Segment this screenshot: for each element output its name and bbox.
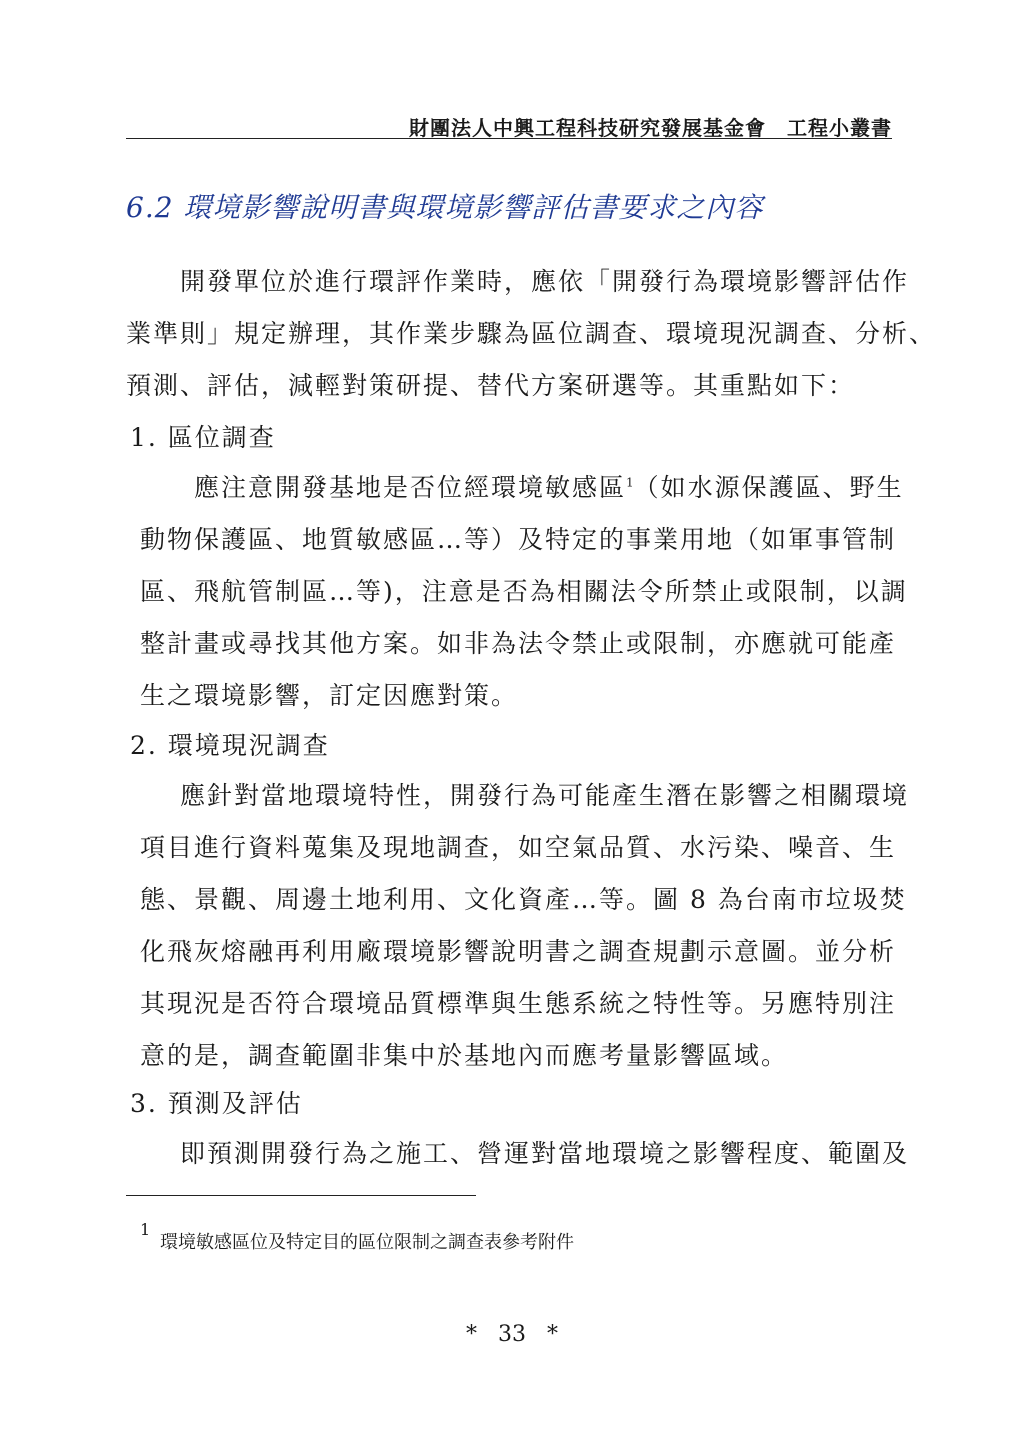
item-line: 意的是，調查範圍非集中於基地內而應考量影響區域。: [140, 1041, 789, 1070]
section-title: 6.2 環境影響說明書與環境影響評估書要求之內容: [126, 191, 764, 224]
item-line: 應針對當地環境特性，開發行為可能產生潛在影響之相關環境: [180, 781, 910, 810]
item-text: （如水源保護區、野生: [633, 473, 904, 502]
footnote-reference[interactable]: 1: [626, 475, 634, 490]
intro-line: 開發單位於進行環評作業時，應依「開發行為環境影響評估作: [180, 267, 910, 296]
item-line: 即預測開發行為之施工、營運對當地環境之影響程度、範圍及: [180, 1139, 910, 1168]
header-publisher: 財團法人中興工程科技研究發展基金會 工程小叢書: [409, 116, 892, 140]
intro-line: 業準則」規定辦理，其作業步驟為區位調查、環境現況調查、分析、: [126, 319, 937, 348]
item-line: 其現況是否符合環境品質標準與生態系統之特性等。另應特別注: [140, 989, 897, 1018]
item-heading: 1. 區位調查: [130, 423, 276, 452]
item-line: [194, 468, 904, 504]
item-line: 生之環境影響，訂定因應對策。: [140, 681, 519, 710]
page-number: * 33 *: [466, 1322, 558, 1347]
item-line: 化飛灰熔融再利用廠環境影響說明書之調查規劃示意圖。並分析: [140, 937, 897, 966]
intro-line: 預測、評估，減輕對策研提、替代方案研選等。其重點如下：: [126, 371, 856, 400]
item-line: 項目進行資料蒐集及現地調查，如空氣品質、水污染、噪音、生: [140, 833, 897, 862]
item-text: 應注意開發基地是否位經環境敏感區: [194, 473, 627, 502]
header-divider: [126, 138, 892, 139]
item-line: 動物保護區、地質敏感區…等）及特定的事業用地（如軍事管制: [140, 525, 897, 554]
footnote-text: 環境敏感區位及特定目的區位限制之調查表參考附件: [160, 1232, 574, 1253]
item-heading: 2. 環境現況調查: [130, 731, 330, 760]
item-line: 整計畫或尋找其他方案。如非為法令禁止或限制，亦應就可能產: [140, 629, 897, 658]
item-heading: 3. 預測及評估: [130, 1089, 303, 1118]
item-line: 態、景觀、周邊土地利用、文化資產…等。圖 8 為台南市垃圾焚: [140, 885, 907, 914]
item-line: 區、飛航管制區…等)，注意是否為相關法令所禁止或限制，以調: [140, 577, 908, 606]
footnote-divider: [126, 1195, 476, 1196]
footnote-mark: 1: [140, 1220, 151, 1239]
